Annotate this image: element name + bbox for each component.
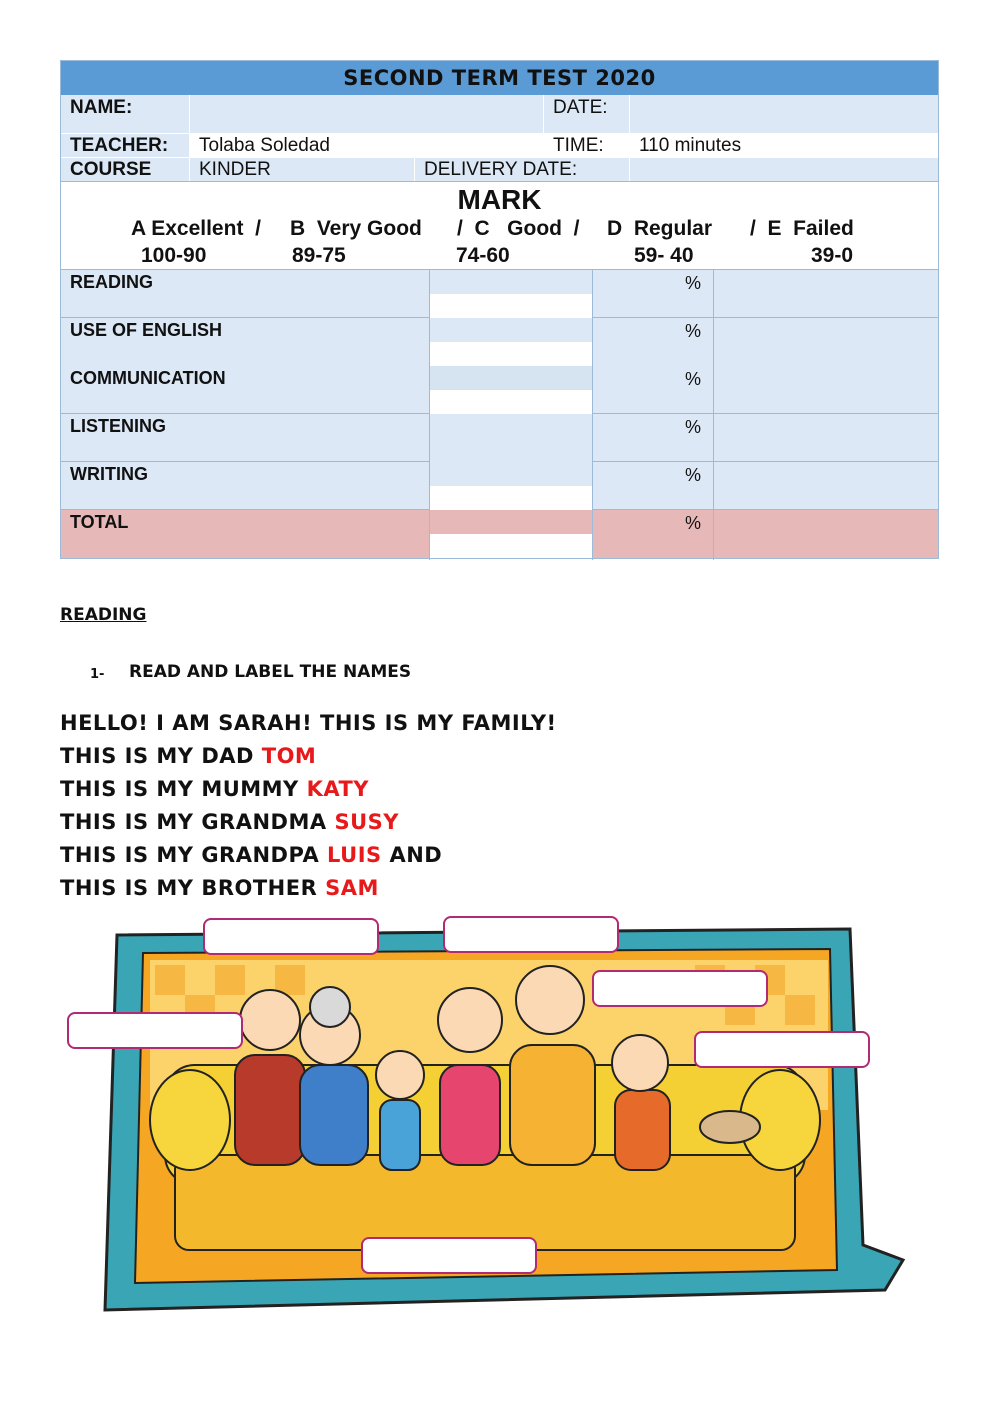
test-title: SECOND TERM TEST 2020	[61, 61, 938, 95]
question-number: 1-	[90, 667, 105, 682]
family-name: KATY	[306, 777, 370, 801]
skill-label: COMMUNICATION	[70, 368, 226, 388]
percent-sign: %	[685, 513, 702, 533]
name-label: NAME:	[61, 95, 190, 133]
grade-a-label: A Excellent /	[131, 217, 261, 240]
family-name: TOM	[261, 744, 317, 768]
teacher-value: Tolaba Soledad	[190, 134, 544, 157]
delivery-date-label: DELIVERY DATE:	[415, 158, 630, 181]
grade-e-range: 39-0	[811, 244, 854, 267]
total-label: TOTAL	[70, 512, 129, 532]
mark-scale	[61, 181, 938, 270]
grade-d-label: D Regular	[607, 217, 713, 240]
label-box-dad[interactable]	[592, 970, 768, 1007]
delivery-date-field[interactable]	[630, 158, 938, 181]
score-field[interactable]	[430, 342, 592, 366]
label-box-mummy[interactable]	[443, 916, 619, 953]
story-line-grandpa: THIS IS MY GRANDPA LUIS AND	[60, 843, 443, 867]
story-line-grandma: THIS IS MY GRANDMA SUSY	[60, 810, 399, 834]
grade-c-label: / C Good /	[457, 217, 580, 240]
skill-row-writing	[61, 462, 938, 510]
grade-a-range: 100-90	[141, 244, 207, 267]
teacher-label: TEACHER:	[61, 134, 190, 157]
score-field[interactable]	[430, 390, 592, 414]
family-name: LUIS	[327, 843, 382, 867]
skill-row-total	[61, 510, 938, 558]
label-box-grandma[interactable]	[67, 1012, 243, 1049]
teacher-row	[61, 134, 938, 158]
time-label: TIME:	[544, 134, 630, 157]
test-header-table	[60, 60, 939, 559]
total-score-field[interactable]	[430, 534, 592, 558]
grade-b-range: 89-75	[292, 244, 346, 267]
time-value: 110 minutes	[630, 134, 938, 157]
story-line-dad: THIS IS MY DAD TOM	[60, 744, 317, 768]
percent-sign: %	[685, 417, 702, 437]
skill-label: WRITING	[70, 464, 148, 484]
skill-label: LISTENING	[70, 416, 167, 436]
label-box-brother[interactable]	[361, 1237, 537, 1274]
label-box-grandpa[interactable]	[203, 918, 379, 955]
skill-label: USE OF ENGLISH	[70, 320, 223, 340]
course-row	[61, 158, 938, 181]
skill-row-listening	[61, 414, 938, 462]
percent-sign: %	[685, 321, 702, 341]
mark-title: MARK	[457, 184, 542, 215]
family-name: SAM	[325, 876, 379, 900]
course-value: KINDER	[190, 158, 415, 181]
score-field[interactable]	[430, 486, 592, 510]
date-field[interactable]	[630, 95, 938, 133]
story-intro: HELLO! I AM SARAH! THIS IS MY FAMILY!	[60, 711, 557, 735]
family-name: SUSY	[334, 810, 399, 834]
skill-label: READING	[70, 272, 154, 292]
skill-row-use-of-english-communication	[61, 318, 938, 414]
percent-sign: %	[685, 273, 702, 293]
grade-e-label: / E Failed	[750, 217, 854, 240]
name-row	[61, 95, 938, 134]
percent-sign: %	[685, 369, 702, 389]
grade-c-range: 74-60	[456, 244, 510, 267]
date-label: DATE:	[544, 95, 630, 133]
grade-b-label: B Very Good	[290, 217, 422, 240]
story-line-mummy: THIS IS MY MUMMY KATY	[60, 777, 370, 801]
skill-row-reading	[61, 270, 938, 318]
label-box-sarah[interactable]	[694, 1031, 870, 1068]
section-heading-reading: READING	[60, 605, 147, 625]
story-line-brother: THIS IS MY BROTHER SAM	[60, 876, 379, 900]
score-field[interactable]	[430, 294, 592, 318]
percent-sign: %	[685, 465, 702, 485]
course-label: COURSE	[61, 158, 190, 181]
grade-d-range: 59- 40	[634, 244, 694, 267]
name-field[interactable]	[190, 95, 544, 133]
question-instruction: READ AND LABEL THE NAMES	[129, 662, 412, 682]
